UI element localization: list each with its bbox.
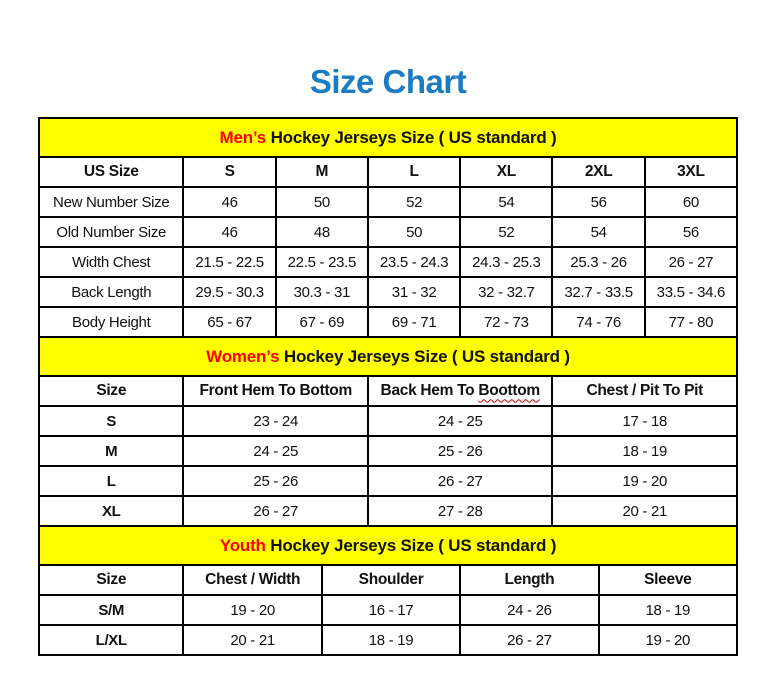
cell: 50 — [368, 217, 460, 247]
cell: 20 - 21 — [183, 625, 321, 655]
mens-size-table — [38, 117, 738, 338]
row-label: Width Chest — [39, 247, 183, 277]
cell: 67 - 69 — [276, 307, 368, 337]
cell: 20 - 21 — [552, 496, 737, 526]
row-label: New Number Size — [39, 187, 183, 217]
womens-heading-highlight: Women’s — [206, 346, 280, 366]
cell: 32.7 - 33.5 — [552, 277, 644, 307]
cell: 24 - 25 — [183, 436, 368, 466]
cell: 54 — [460, 187, 552, 217]
cell: 60 — [645, 187, 737, 217]
table-row — [39, 496, 737, 526]
mens-col-header: US Size — [39, 157, 183, 187]
cell: 24.3 - 25.3 — [460, 247, 552, 277]
womens-col-header — [368, 376, 553, 406]
cell: 30.3 - 31 — [276, 277, 368, 307]
row-label: XL — [39, 496, 183, 526]
table-row — [39, 625, 737, 655]
row-label: M — [39, 436, 183, 466]
cell: 24 - 26 — [460, 595, 598, 625]
womens-col-header: Front Hem To Bottom — [183, 376, 368, 406]
youth-col-header: Sleeve — [599, 565, 737, 595]
mens-col-header: M — [276, 157, 368, 187]
row-label: S — [39, 406, 183, 436]
mens-section-heading — [39, 118, 737, 157]
row-label: Back Length — [39, 277, 183, 307]
cell: 48 — [276, 217, 368, 247]
cell: 22.5 - 23.5 — [276, 247, 368, 277]
table-row — [39, 307, 737, 337]
table-row — [39, 466, 737, 496]
row-label: Body Height — [39, 307, 183, 337]
cell: 56 — [552, 187, 644, 217]
cell: 74 - 76 — [552, 307, 644, 337]
cell: 18 - 19 — [599, 595, 737, 625]
table-row — [39, 187, 737, 217]
cell: 19 - 20 — [552, 466, 737, 496]
cell: 24 - 25 — [368, 406, 553, 436]
youth-section-heading — [39, 526, 737, 565]
youth-heading-highlight: Youth — [219, 535, 266, 555]
cell: 26 - 27 — [183, 496, 368, 526]
cell: 46 — [183, 187, 275, 217]
mens-heading-highlight: Men’s — [219, 127, 267, 147]
size-chart-tables — [38, 117, 738, 656]
youth-section-heading-row — [39, 526, 737, 565]
cell: 31 - 32 — [368, 277, 460, 307]
cell: 69 - 71 — [368, 307, 460, 337]
row-label: L — [39, 466, 183, 496]
cell: 72 - 73 — [460, 307, 552, 337]
mens-column-header-row — [39, 157, 737, 187]
mens-section-heading-row — [39, 118, 737, 157]
cell: 25 - 26 — [183, 466, 368, 496]
cell: 46 — [183, 217, 275, 247]
page-title: Size Chart — [309, 63, 467, 100]
womens-col-header-back-hem-prefix: Back Hem To — [380, 382, 479, 400]
womens-col-header: Size — [39, 376, 183, 406]
cell: 19 - 20 — [599, 625, 737, 655]
cell: 16 - 17 — [322, 595, 460, 625]
row-label: Old Number Size — [39, 217, 183, 247]
cell: 26 - 27 — [368, 466, 553, 496]
cell: 29.5 - 30.3 — [183, 277, 275, 307]
womens-section-heading — [39, 337, 737, 376]
cell: 33.5 - 34.6 — [645, 277, 737, 307]
youth-col-header: Shoulder — [322, 565, 460, 595]
youth-column-header-row — [39, 565, 737, 595]
cell: 25 - 26 — [368, 436, 553, 466]
youth-heading-text: Hockey Jerseys Size ( US standard ) — [265, 535, 557, 555]
cell: 52 — [460, 217, 552, 247]
cell: 77 - 80 — [645, 307, 737, 337]
table-row — [39, 277, 737, 307]
cell: 26 - 27 — [645, 247, 737, 277]
youth-col-header: Length — [460, 565, 598, 595]
cell: 23.5 - 24.3 — [368, 247, 460, 277]
table-row — [39, 406, 737, 436]
womens-size-table — [38, 336, 738, 527]
womens-column-header-row — [39, 376, 737, 406]
mens-col-header: XL — [460, 157, 552, 187]
youth-col-header: Chest / Width — [183, 565, 321, 595]
table-row — [39, 247, 737, 277]
cell: 25.3 - 26 — [552, 247, 644, 277]
cell: 52 — [368, 187, 460, 217]
youth-col-header: Size — [39, 565, 183, 595]
cell: 26 - 27 — [460, 625, 598, 655]
mens-col-header: 2XL — [552, 157, 644, 187]
cell: 32 - 32.7 — [460, 277, 552, 307]
row-label: L/XL — [39, 625, 183, 655]
table-row — [39, 436, 737, 466]
cell: 56 — [645, 217, 737, 247]
cell: 50 — [276, 187, 368, 217]
cell: 54 — [552, 217, 644, 247]
youth-size-table — [38, 525, 738, 656]
womens-section-heading-row — [39, 337, 737, 376]
cell: 27 - 28 — [368, 496, 553, 526]
womens-col-header-misspelled-word: Boottom — [478, 382, 540, 400]
womens-col-header: Chest / Pit To Pit — [552, 376, 737, 406]
cell: 65 - 67 — [183, 307, 275, 337]
mens-heading-text: Hockey Jerseys Size ( US standard ) — [266, 127, 557, 147]
womens-heading-text: Hockey Jerseys Size ( US standard ) — [279, 346, 570, 366]
mens-col-header: L — [368, 157, 460, 187]
mens-col-header: S — [183, 157, 275, 187]
cell: 18 - 19 — [552, 436, 737, 466]
table-row — [39, 595, 737, 625]
cell: 17 - 18 — [552, 406, 737, 436]
cell: 18 - 19 — [322, 625, 460, 655]
row-label: S/M — [39, 595, 183, 625]
cell: 23 - 24 — [183, 406, 368, 436]
cell: 21.5 - 22.5 — [183, 247, 275, 277]
table-row — [39, 217, 737, 247]
cell: 19 - 20 — [183, 595, 321, 625]
mens-col-header: 3XL — [645, 157, 737, 187]
